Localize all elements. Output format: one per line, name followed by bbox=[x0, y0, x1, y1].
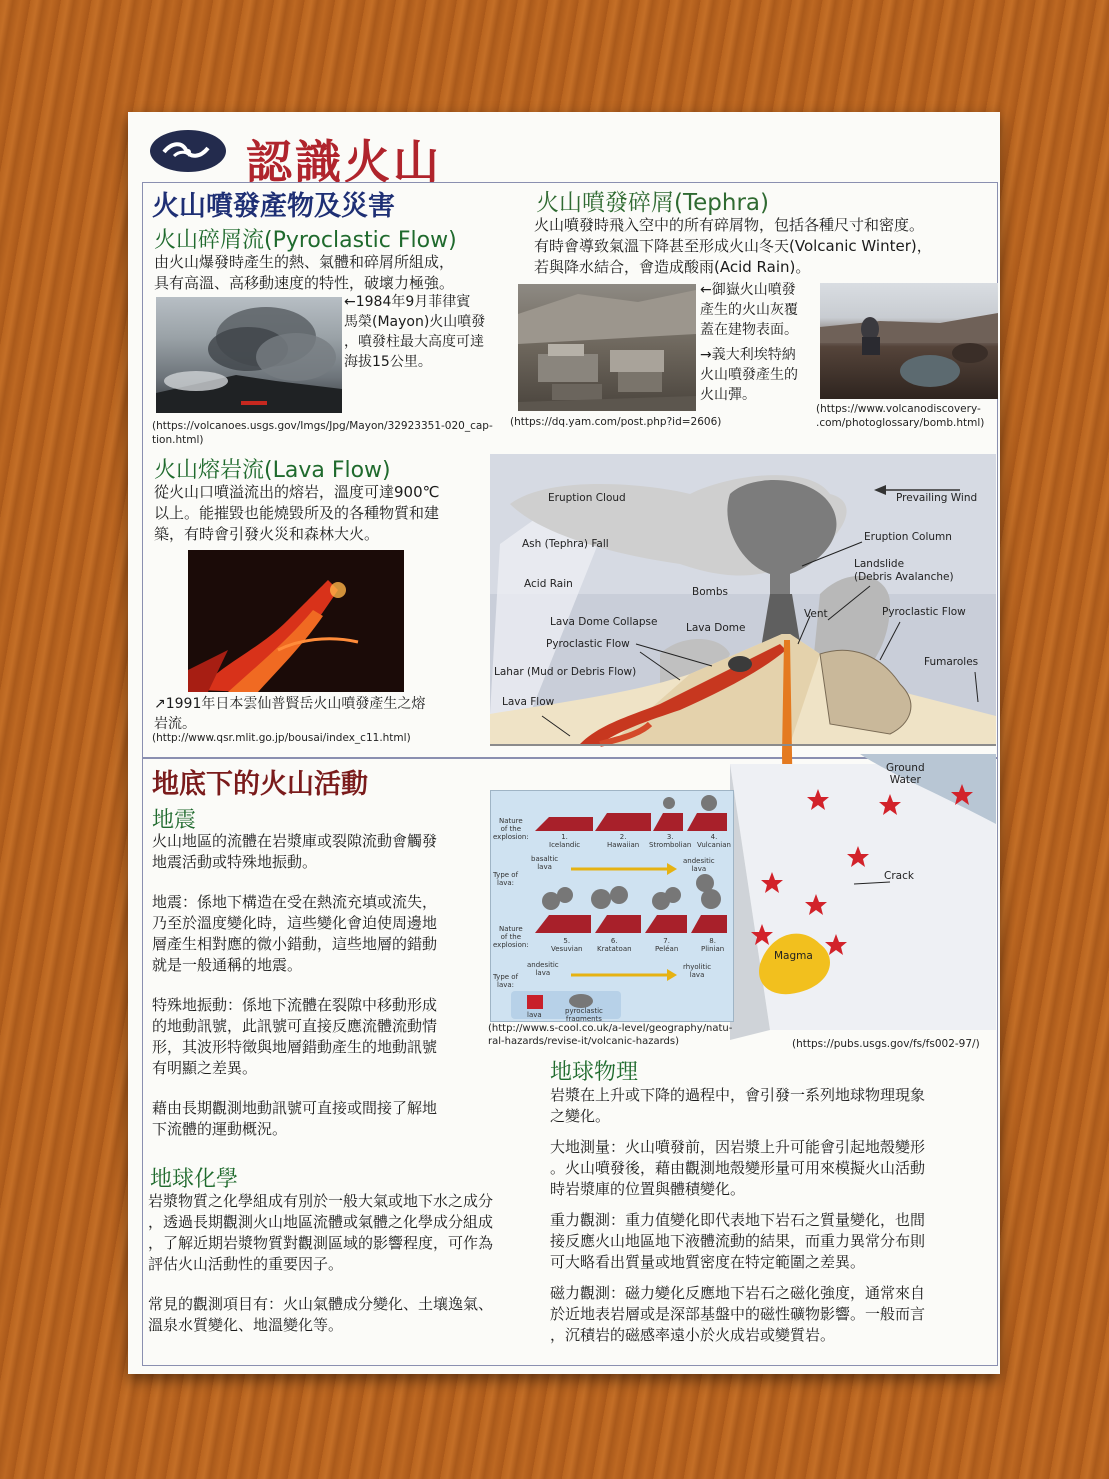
inset-lava-andesitic-2: andesitic lava bbox=[527, 961, 559, 977]
inset-type-8: 8. Plinian bbox=[701, 937, 725, 953]
label-lava-flow: Lava Flow bbox=[502, 696, 555, 708]
mayon-source: (https://volcanoes.usgs.gov/Imgs/Jpg/Mayon/32923351-020_cap- tion.html) bbox=[152, 420, 493, 446]
inset-source: (http://www.s-cool.co.uk/a-level/geography/natu- ral-hazards/revise-it/volcanic-hazards) bbox=[488, 1023, 733, 1047]
inset-lava-andesitic-1: andesitic lava bbox=[683, 857, 715, 873]
geochemistry-text: 岩漿物質之化學組成有別於一般大氣或地下水之成分 ，透過長期觀測火山地區流體或氣體之化學成分組成 ，了解近期岩漿物質對觀測區域的影響程度，可作為 評估火山活動性的重要因子。 常見的觀測項目有：火山氣體成分變化、土壤逸氣、 溫泉水質變化、地溫變化等。 bbox=[148, 1192, 494, 1334]
label-lahar: Lahar (Mud or Debris Flow) bbox=[494, 666, 637, 678]
lava-flow-text: 從火山口噴溢流出的熔岩，溫度可達900℃ 以上。能摧毀也能燒毀所及的各種物質和建 築，有時會引發火災和森林大火。 bbox=[154, 483, 440, 543]
etna-source: (https://www.volcanodiscovery- .com/photoglossary/bomb.html) bbox=[816, 403, 985, 429]
heading-earthquake: 地震 bbox=[152, 808, 197, 833]
heading-pyroclastic: 火山碎屑流(Pyroclastic Flow) bbox=[154, 228, 457, 253]
label-pyroclastic-flow-right: Pyroclastic Flow bbox=[882, 606, 966, 618]
ontake-caption: ←御嶽火山噴發 產生的火山灰覆 蓋在建物表面。 bbox=[700, 282, 798, 338]
inset-nature-label-2: Nature of the explosion: bbox=[493, 925, 529, 949]
diagram-source: (https://pubs.usgs.gov/fs/fs002-97/) bbox=[792, 1038, 980, 1050]
mayon-eruption-photo bbox=[156, 297, 342, 413]
etna-bomb-photo bbox=[820, 283, 998, 399]
label-pyroclastic-flow-left: Pyroclastic Flow bbox=[546, 638, 630, 650]
label-crack: Crack bbox=[884, 870, 914, 882]
heading-geochemistry: 地球化學 bbox=[150, 1167, 239, 1192]
inset-type-1: 1. Icelandic bbox=[549, 833, 581, 849]
label-groundwater: Ground Water bbox=[886, 762, 925, 786]
eruption-types-inset bbox=[490, 790, 734, 1022]
inset-type-2: 2. Hawaiian bbox=[607, 833, 640, 849]
label-lava-dome: Lava Dome bbox=[686, 622, 746, 634]
tephra-text: 火山噴發時飛入空中的所有碎屑物，包括各種尺寸和密度。 有時會導致氣溫下降甚至形成火山冬天(Volcanic Winter)， 若與降水結合，會造成酸雨(Acid Rain)。 bbox=[534, 216, 932, 276]
inset-lava-rhyolitic: rhyolitic lava bbox=[683, 963, 712, 979]
unzen-lava-photo bbox=[188, 550, 404, 692]
label-lava-dome-collapse: Lava Dome Collapse bbox=[550, 616, 658, 628]
page-title: 認識火山 bbox=[246, 135, 442, 189]
earthquake-text: 火山地區的流體在岩漿庫或裂隙流動會觸發 地震活動或特殊地振動。 地震：係地下構造在受在熱流充填或流失， 乃至於溫度變化時，這些變化會迫使周邊地 層產生相對應的微小錯動，這些地層的錯動 就是一般通稱的地震。 特殊地振動：係地下流體在裂隙中移動形成 的地動訊號，此訊號可直接反應流體流動情 形，其波形特徵與地層錯動產生的地動訊號 有明顯之差異。 藉由長期觀測地動訊號可直接或間接了解地 下流體的運動概況。 bbox=[152, 832, 438, 1138]
inset-type-4: 4. Vulcanian bbox=[697, 833, 731, 849]
unzen-source: (http://www.qsr.mlit.go.jp/bousai/index_c11.html) bbox=[152, 732, 411, 744]
ontake-ash-photo bbox=[518, 284, 696, 411]
geophysics-text: 岩漿在上升或下降的過程中，會引發一系列地球物理現象 之變化。 大地測量：火山噴發前，因岩漿上升可能會引起地殼變形 。火山噴發後，藉由觀測地殼變形量可用來模擬火山活動 時岩漿庫的位置與體積變化。 重力觀測：重力值變化即代表地下岩石之質量變化，也間 接反應火山地區地下液體流動的結果，而重力異常分布則 可大略看出質量或地質密度在特定範圍之差異。 磁力觀測：磁力變化反應地下岩石之磁化強度，通常來自 於近地表岩層或是深部基盤中的磁性礦物影響。一般而言 ，沉積岩的磁感率遠小於火成岩或變質岩。 bbox=[550, 1086, 926, 1344]
section-heading-underground: 地底下的火山活動 bbox=[152, 769, 368, 800]
label-eruption-cloud: Eruption Cloud bbox=[548, 492, 626, 504]
label-vent: Vent bbox=[804, 608, 828, 620]
inset-nature-label-1: Nature of the explosion: bbox=[493, 817, 529, 841]
inset-legend-pyroclastic: pyroclastic fragments bbox=[565, 1007, 603, 1022]
inset-legend-lava: lava bbox=[527, 1011, 542, 1019]
inset-lava-basaltic: basaltic lava bbox=[531, 855, 559, 871]
label-prevailing-wind: Prevailing Wind bbox=[896, 492, 978, 504]
heading-lava-flow: 火山熔岩流(Lava Flow) bbox=[154, 458, 391, 483]
inset-type-6: 6. Kratatoan bbox=[597, 937, 632, 953]
etna-caption: →義大利埃特納 火山噴發產生的 火山彈。 bbox=[700, 347, 798, 403]
label-acid-rain: Acid Rain bbox=[524, 578, 573, 590]
label-fumaroles: Fumaroles bbox=[924, 656, 979, 668]
inset-type-3: 3. Strombolian bbox=[649, 833, 692, 849]
heading-geophysics: 地球物理 bbox=[550, 1060, 639, 1085]
label-landslide: Landslide (Debris Avalanche) bbox=[854, 558, 954, 583]
agency-logo-icon bbox=[150, 130, 226, 172]
unzen-caption: ↗1991年日本雲仙普賢岳火山噴發產生之熔 岩流。 bbox=[154, 696, 426, 732]
label-bombs: Bombs bbox=[692, 586, 728, 598]
inset-type-label-1: Type of lava: bbox=[493, 871, 519, 887]
info-poster bbox=[128, 112, 1000, 1374]
inset-type-7: 7. Peléan bbox=[655, 937, 679, 953]
label-eruption-column: Eruption Column bbox=[864, 531, 952, 543]
label-magma: Magma bbox=[774, 950, 813, 962]
inset-type-label-2: Type of lava: bbox=[493, 973, 519, 989]
label-ash-fall: Ash (Tephra) Fall bbox=[522, 538, 609, 550]
section-heading-products: 火山噴發產物及災害 bbox=[152, 191, 395, 222]
inset-type-5: 5. Vesuvian bbox=[551, 937, 583, 953]
ontake-source: (https://dq.yam.com/post.php?id=2606) bbox=[510, 416, 722, 428]
pyroclastic-text: 由火山爆發時產生的熱、氣體和碎屑所組成， 具有高溫、高移動速度的特性，破壞力極強。 bbox=[154, 253, 455, 292]
heading-tephra: 火山噴發碎屑(Tephra) bbox=[536, 190, 769, 216]
mayon-caption: ←1984年9月菲律賓 馬榮(Mayon)火山噴發 ，噴發柱最大高度可達 海拔15公里。 bbox=[344, 294, 486, 370]
